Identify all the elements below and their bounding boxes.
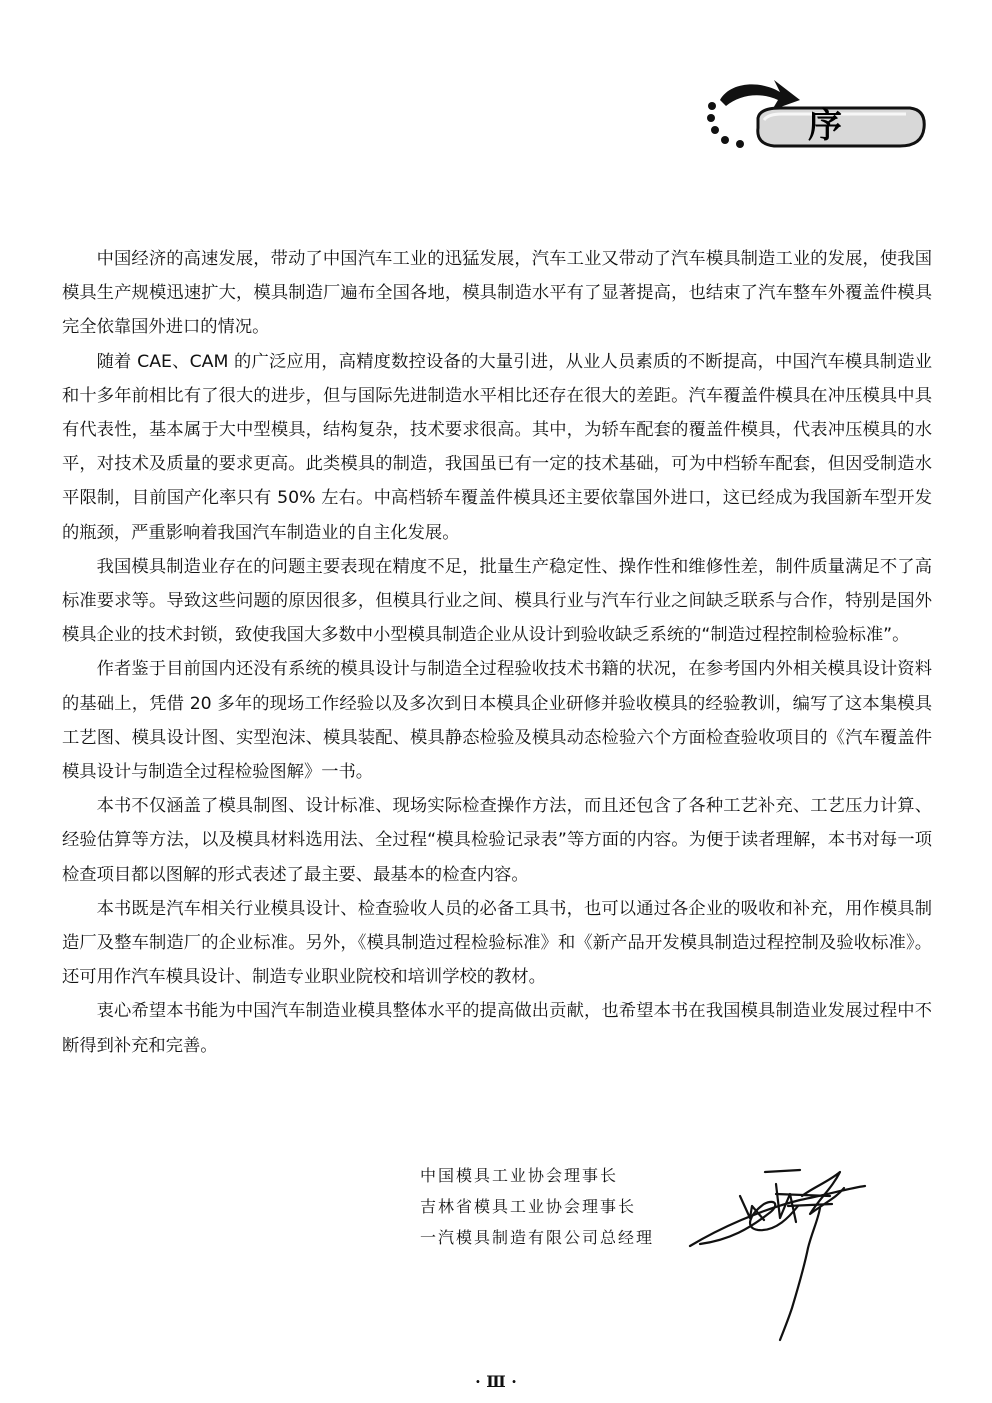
handwritten-signature: [680, 1158, 900, 1348]
preface-title: 序: [808, 106, 844, 146]
preface-body: [62, 242, 932, 1063]
signature-scribble-icon: [680, 1158, 900, 1348]
paragraph: 本书不仅涵盖了模具制图、设计标准、现场实际检查操作方法，而且还包含了各种工艺补充、工艺压力计算、经验估算等方法，以及模具材料选用法、全过程“模具检验记录表”等方面的内容。为便于读者理解，本书对每一项检查项目都以图解的形式表述了最主要、最基本的检查内容。: [62, 796, 932, 885]
signature-title-line: 吉林省模具工业协会理事长: [420, 1197, 637, 1216]
page-number: · Ⅲ ·: [475, 1372, 517, 1391]
paragraph: 中国经济的高速发展，带动了中国汽车工业的迅猛发展，汽车工业又带动了汽车模具制造工业的发展，使我国模具生产规模迅速扩大，模具制造厂遍布全国各地，模具制造水平有了显著提高，也结束了汽车整车外覆盖件模具完全依靠国外进口的情况。: [62, 249, 932, 338]
paragraph: 我国模具制造业存在的问题主要表现在精度不足，批量生产稳定性、操作性和维修性差，制件质量满足不了高标准要求等。导致这些问题的原因很多，但模具行业之间、模具行业与汽车行业之间缺乏联系与合作，特别是国外模具企业的技术封锁，致使我国大多数中小型模具制造企业从设计到验收缺乏系统的“制造过程控制检验标准”。: [62, 556, 932, 646]
signature-block: [420, 1160, 720, 1253]
paragraph: 作者鉴于目前国内还没有系统的模具设计与制造全过程验收技术书籍的状况，在参考国内外相关模具设计资料的基础上，凭借 20 多年的现场工作经验以及多次到日本模具企业研修并验收模具的经验教训，编写了这本集模具工艺图、模具设计图、实型泡沫、模具装配、模具静态检验及模具动态检验六个方面检查验收项目的《汽车覆盖件模具设计与制造全过程检验图解》一书。: [62, 659, 932, 783]
signature-title-line: 一汽模具制造有限公司总经理: [420, 1228, 655, 1247]
paragraph: 衷心希望本书能为中国汽车制造业模具整体水平的提高做出贡献，也希望本书在我国模具制造业发展过程中不断得到补充和完善。: [62, 1001, 932, 1056]
paragraph: 本书既是汽车相关行业模具设计、检查验收人员的必备工具书，也可以通过各企业的吸收和补充，用作模具制造厂及整车制造厂的企业标准。另外，《模具制造过程检验标准》和《新产品开发模具制造过程控制及验收标准》。还可用作汽车模具设计、制造专业职业院校和培训学校的教材。: [62, 898, 932, 988]
signature-title-line: 中国模具工业协会理事长: [420, 1166, 619, 1185]
paragraph: 随着 CAE、CAM 的广泛应用，高精度数控设备的大量引进，从业人员素质的不断提高，中国汽车模具制造业和十多年前相比有了很大的进步，但与国际先进制造水平相比还存在很大的差距。汽车覆盖件模具在冲压模具中具有代表性，基本属于大中型模具，结构复杂，技术要求很高。其中，为轿车配套的覆盖件模具，代表冲压模具的水平，对技术及质量的要求更高。此类模具的制造，我国虽已有一定的技术基础，可为中档轿车配套，但因受制造水平限制，目前国产化率只有 50% 左右。中高档轿车覆盖件模具还主要依靠国外进口，这已经成为我国新车型开发的瓶颈，严重影响着我国汽车制造业的自主化发展。: [62, 351, 932, 543]
